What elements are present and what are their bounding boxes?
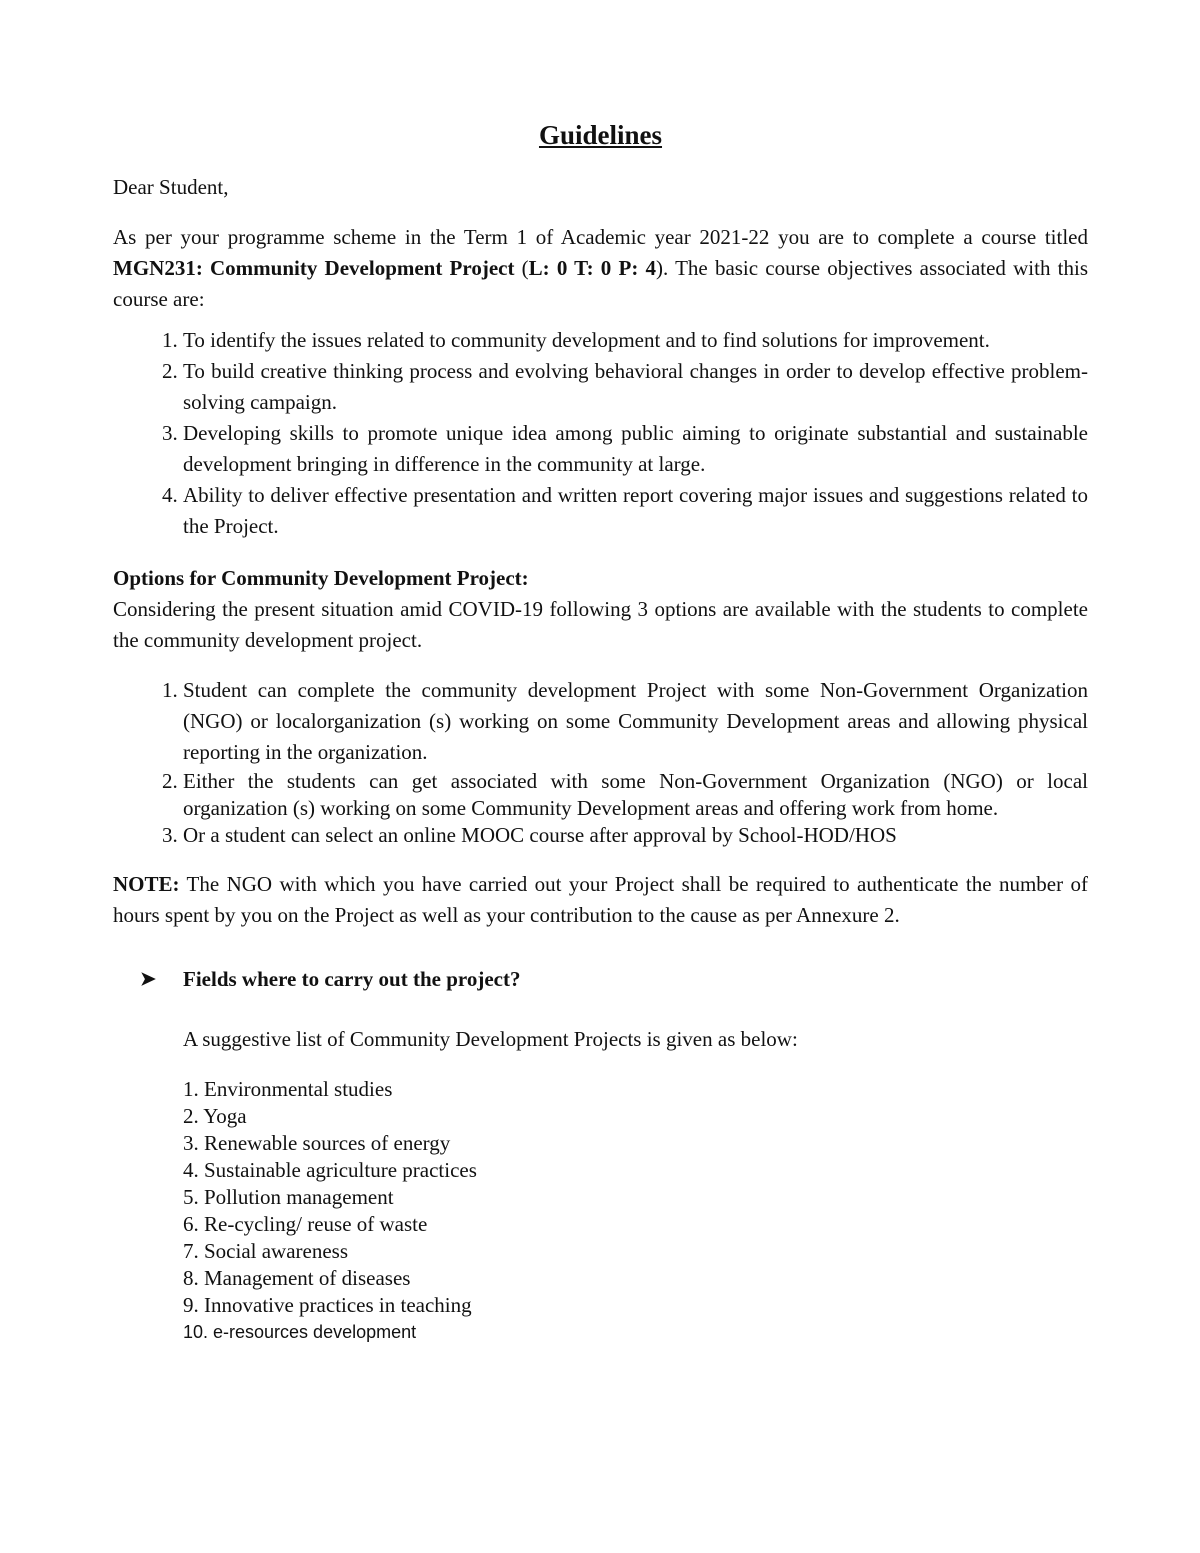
note-text: The NGO with which you have carried out your Project shall be required to authenticate the number of hours spent by you on the Project as well as your contribution to the cause as per Annexure 2. [113,872,1088,927]
options-intro: Considering the present situation amid COVID-19 following 3 options are available with the students to complete the community development project. [113,597,1088,652]
topic-item: 9. Innovative practices in teaching [183,1293,472,1317]
topic-item: 3. Renewable sources of energy [183,1131,451,1155]
topic-item: 1. Environmental studies [183,1077,393,1101]
intro-text-2: ( [514,256,529,280]
course-code: MGN231: Community Development Project [113,256,515,280]
intro-text-1: As per your programme scheme in the Term 1 of Academic year 2021-22 you are to complete a course titled [113,225,1088,249]
option-item: 1. Student can complete the community development Project with some Non-Government Organization (NGO) or localorganization (s) working on some Community Development areas and allowing physical reporting in the organization. [183,675,1088,768]
page-title: Guidelines [538,120,663,150]
objective-item: 2. To build creative thinking process and evolving behavioral changes in order to develop effective problem-solving campaign. [183,356,1088,418]
topic-item: 7. Social awareness [183,1239,349,1263]
option-item: 2. Either the students can get associated with some Non-Government Organization (NGO) or local organization (s) working on some Community Development areas and offering work from home. [183,768,1088,822]
option-item: 3. Or a student can select an online MOOC course after approval by School-HOD/HOS [183,822,1088,849]
fields-heading [113,964,1088,995]
objective-item: 4. Ability to deliver effective presentation and written report covering major issues and suggestions related to the Project. [183,480,1088,542]
objectives-list [113,325,1088,542]
options-list [113,675,1088,849]
suggest-text: A suggestive list of Community Development Projects is given as below: [183,1027,798,1051]
note-label: NOTE: [113,872,180,896]
topics-list [113,1076,1088,1346]
topic-item: 4. Sustainable agriculture practices [183,1158,477,1182]
intro-paragraph [113,222,1088,315]
note-paragraph [113,869,1088,931]
course-ltp: L: 0 T: 0 P: 4 [528,256,657,280]
topic-item: 6. Re-cycling/ reuse of waste [183,1212,428,1236]
topic-item: 5. Pollution management [183,1185,394,1209]
topic-item: 10. e-resources development [183,1322,417,1342]
greeting: Dear Student, [113,175,229,199]
arrow-bullet-icon: ➤ [140,969,156,990]
fields-heading-text: Fields where to carry out the project? [183,967,521,991]
intro-text-3: ). The basic course objectives associated with this course are: [113,256,1088,311]
topic-item: 2. Yoga [183,1104,247,1128]
objective-item: 3. Developing skills to promote unique idea among public aiming to originate substantial and sustainable development bringing in difference in the community at large. [183,418,1088,480]
objective-item: 1. To identify the issues related to community development and to find solutions for improvement. [183,325,1088,356]
options-heading: Options for Community Development Project: [113,566,529,590]
topic-item: 8. Management of diseases [183,1266,411,1290]
